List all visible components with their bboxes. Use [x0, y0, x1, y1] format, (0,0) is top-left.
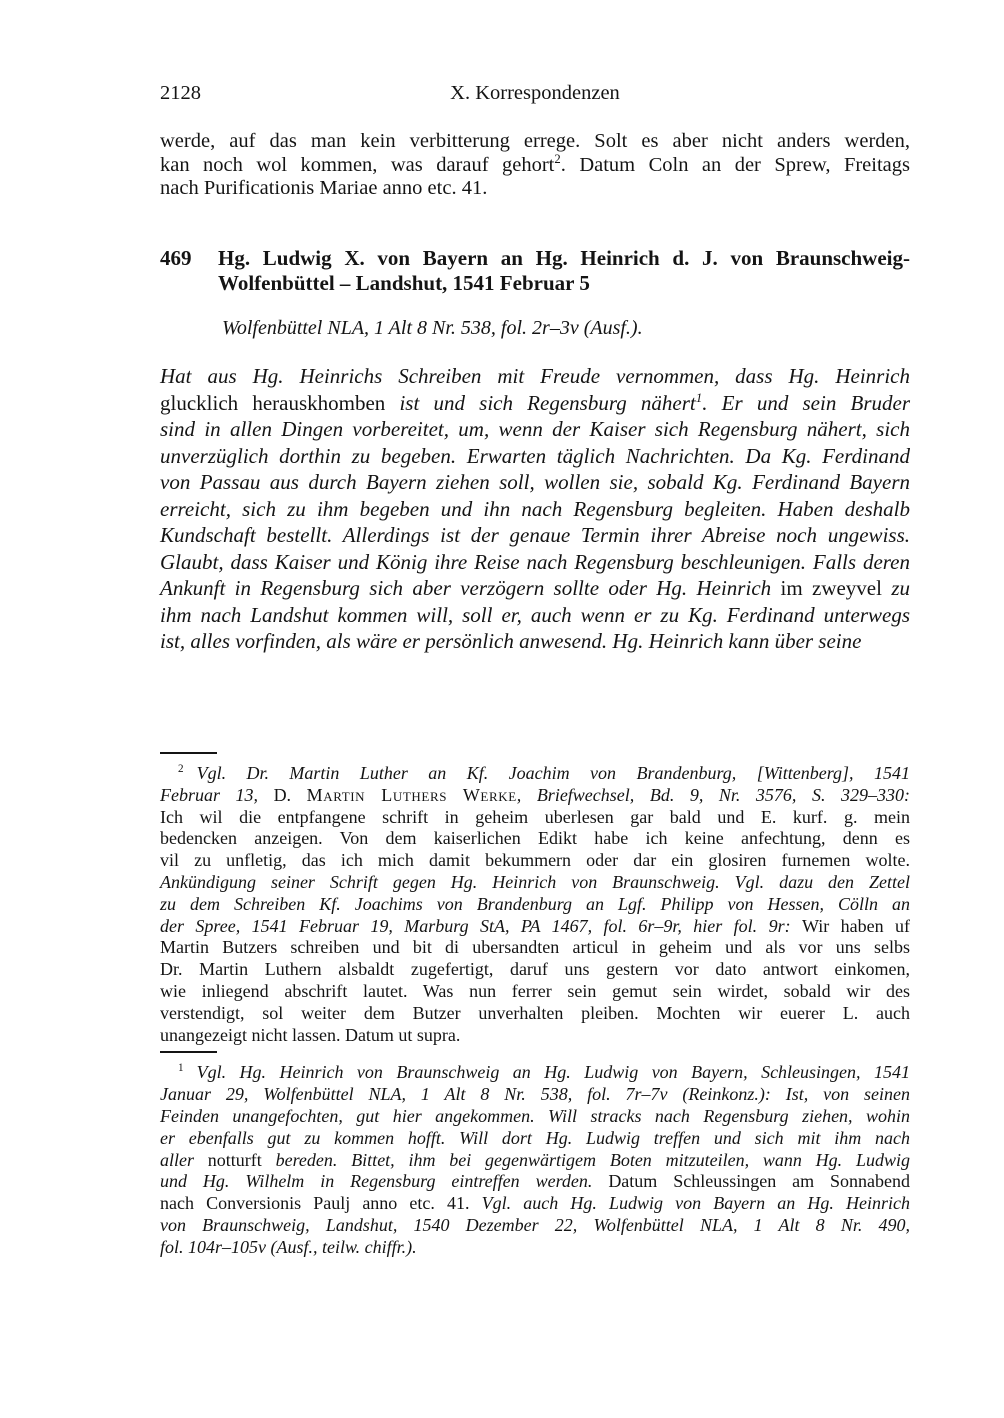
text-segment: werde, auf das man kein verbitterung errege. Solt es aber nicht anders werden,	[160, 130, 910, 152]
text-segment: Ich wil die entpfangene schrift in geheim uberlesen gar bald und E. kurf. g. mein	[160, 806, 910, 827]
text-segment: vil zu unfletig, das ich mich damit bekummern oder dar ein glosiren furnemen wolte.	[160, 850, 910, 871]
text-line	[160, 416, 910, 443]
text-segment: verstendigt, sol weiter dem Butzer unverhalten pleiben. Mochten wir euerer L. auch	[160, 1002, 910, 1023]
text-line	[160, 628, 910, 655]
text-line	[160, 1062, 910, 1084]
text-line	[160, 1025, 910, 1047]
text-line	[160, 1171, 910, 1193]
text-segment: . Er und sein Bruder	[702, 390, 911, 415]
footnote-reference: 2	[554, 151, 561, 166]
text-line	[160, 1215, 910, 1237]
text-segment: Ankündigung seiner Schrift gegen Hg. Heinrich von Braunschweig. Vgl. dazu den Zettel	[160, 871, 910, 892]
text-segment: im zweyvel	[780, 576, 882, 600]
text-line	[160, 785, 910, 807]
entry-heading	[160, 246, 910, 295]
text-segment: Wir haben uf	[801, 915, 910, 936]
text-segment: der Spree, 1541 Februar 19, Marburg StA, PA 1467, fol. 6r–9r, hier fol. 9r:	[160, 915, 802, 936]
text-line	[160, 363, 910, 390]
text-line	[160, 763, 910, 785]
text-line	[160, 894, 910, 916]
text-segment: Glaubt, dass Kaiser und König ihre Reise nach Regensburg beschleunigen. Falls deren	[160, 549, 910, 574]
entry-title	[218, 246, 910, 295]
text-line	[160, 390, 910, 417]
text-line	[160, 937, 910, 959]
text-line	[160, 1237, 910, 1259]
source-reference	[222, 316, 910, 340]
text-segment: Feinden unangefochten, gut hier angekommen. Will stracks nach Regensburg ziehen, wohin	[160, 1105, 910, 1126]
footnote-reference: 1	[695, 389, 703, 405]
text-line	[160, 981, 910, 1003]
text-line	[160, 549, 910, 576]
text-line	[160, 1128, 910, 1150]
text-line	[160, 807, 910, 829]
text-segment: glucklich herauskhomben	[160, 390, 386, 415]
text-segment: bereden. Bittet, ihm bei gegenwärtigem Boten mitzuteilen, wann Hg. Ludwig	[261, 1149, 910, 1170]
entry-number: 469	[160, 246, 192, 270]
text-segment: zu	[881, 576, 910, 600]
text-segment: ist, alles vorfinden, als wäre er persönlich anwesend. Hg. Heinrich kann über seine	[160, 629, 862, 653]
text-segment: Wolfenbüttel – Landshut, 1541 Februar 5	[218, 270, 590, 295]
text-line	[160, 130, 910, 154]
text-segment: unangezeigt nicht lassen. Datum ut supra.	[160, 1024, 461, 1045]
text-segment: fol. 104r–105v (Ausf., teilw. chiffr.).	[160, 1236, 417, 1257]
footnote-separator-rule	[160, 752, 217, 754]
text-line	[160, 1003, 910, 1025]
text-segment: Februar 13,	[160, 784, 274, 805]
text-segment: D.	[273, 784, 307, 805]
page-number: 2128	[160, 82, 201, 104]
text-segment: nach Conversionis Paulj anno etc. 41.	[160, 1193, 482, 1214]
text-segment: ist und sich Regensburg nähert	[385, 390, 696, 415]
text-segment: wie inliegend abschrift lautet. Was nun ferrer sein gemut sein wirdet, sobald wir des	[160, 980, 910, 1001]
text-segment: notturft	[207, 1149, 262, 1170]
text-line	[222, 316, 910, 340]
text-segment: Dr. Martin Luthern alsbaldt zugefertigt, daruf uns gestern vor dato antwort einkomen,	[160, 959, 910, 980]
text-segment: von Passau aus durch Bayern ziehen soll, wollen sie, sobald Kg. Ferdinand Bayern	[160, 470, 910, 494]
text-segment: bedencken anzeigen. Von dem kaiserlichen Edikt habe ich keine anfechtung, denn es	[160, 828, 910, 849]
text-segment: erreicht, sich zu ihm begeben und ihn nach Regensburg begleiten. Haben deshalb	[160, 496, 910, 521]
text-line	[160, 522, 910, 549]
text-segment: Wolfenbüttel NLA, 1 Alt 8 Nr. 538, fol. 2r–3v (Ausf.).	[222, 317, 643, 339]
footnote-reference: 2	[178, 763, 184, 775]
text-line	[160, 959, 910, 981]
text-segment: Datum Schleussingen am Sonnabend	[608, 1171, 911, 1192]
text-segment: unverzüglich dorthin zu begeben. Erwarten täglich Nachrichten. Da Kg. Ferdinand	[160, 443, 910, 468]
text-line	[160, 828, 910, 850]
text-segment: Martin Luthers Werke	[306, 784, 517, 805]
footnote-separator-rule	[160, 1051, 217, 1053]
text-segment: aller	[160, 1149, 208, 1170]
text-segment: , Briefwechsel, Bd. 9, Nr. 3576, S. 329–330:	[516, 784, 910, 805]
text-line	[160, 1193, 910, 1215]
text-line	[160, 151, 910, 178]
summary-paragraph	[160, 363, 910, 655]
text-line	[160, 602, 910, 629]
footnotes-area	[160, 752, 910, 1264]
text-line	[160, 850, 910, 872]
page-header	[160, 82, 910, 106]
continuation-paragraph	[160, 130, 910, 201]
text-segment: nach Purificationis Mariae anno etc. 41.	[160, 177, 488, 200]
text-segment: Hat aus Hg. Heinrichs Schreiben mit Freude vernommen, dass Hg. Heinrich	[160, 364, 910, 388]
text-line	[160, 177, 910, 201]
text-line	[160, 469, 910, 496]
text-segment: Ankunft in Regensburg sich aber verzögern sollte oder Hg. Heinrich	[160, 576, 781, 600]
footnote-1	[160, 1062, 910, 1258]
text-line	[160, 916, 910, 938]
text-segment: Vgl. Hg. Heinrich von Braunschweig an Hg. Ludwig von Bayern, Schleusingen, 1541	[196, 1062, 910, 1083]
text-line	[160, 1150, 910, 1172]
text-segment: Hg. Ludwig X. von Bayern an Hg. Heinrich d. J. von Braunschweig-	[218, 246, 910, 270]
text-segment: kan noch wol kommen, was darauf gehort	[160, 153, 555, 176]
footnote-2	[160, 763, 910, 1046]
running-header-title: X. Korrespondenzen	[450, 82, 620, 104]
text-segment: er ebenfalls gut zu kommen hofft. Will dort Hg. Ludwig treffen und sich mit ihm nach	[160, 1127, 910, 1148]
text-segment: und Hg. Wilhelm in Regensburg eintreffen werden.	[160, 1171, 609, 1192]
text-line	[218, 271, 910, 296]
text-segment: Januar 29, Wolfenbüttel NLA, 1 Alt 8 Nr. 538, fol. 7r–7v (Reinkonz.): Ist, von seinen	[160, 1084, 910, 1105]
text-segment: Vgl. Dr. Martin Luther an Kf. Joachim von Brandenburg, [Wittenberg], 1541	[196, 763, 910, 783]
text-segment: . Datum Coln an der Sprew, Freitags	[560, 153, 910, 176]
text-segment: von Braunschweig, Landshut, 1540 Dezember 22, Wolfenbüttel NLA, 1 Alt 8 Nr. 490,	[160, 1214, 910, 1235]
text-segment: Martin Butzers schreiben und bit di ubersandten articul in geheim und als vor uns selbs	[160, 937, 910, 958]
text-segment: Vgl. auch Hg. Ludwig von Bayern an Hg. Heinrich	[481, 1193, 911, 1214]
text-line	[218, 246, 910, 271]
text-segment: Kundschaft bestellt. Allerdings ist der genaue Termin ihrer Abreise noch ungewiss.	[160, 523, 910, 547]
text-line	[160, 1106, 910, 1128]
text-segment: ihm nach Landshut kommen will, soll er, auch wenn er zu Kg. Ferdinand unterwegs	[160, 602, 910, 627]
text-line	[160, 443, 910, 470]
text-line	[160, 1084, 910, 1106]
text-line	[160, 575, 910, 602]
text-line	[160, 496, 910, 523]
text-segment: sind in allen Dingen vorbereitet, um, wenn der Kaiser sich Regensburg nähert, sich	[160, 417, 910, 441]
footnote-reference: 1	[178, 1062, 184, 1075]
text-line	[160, 872, 910, 894]
text-segment: zu dem Schreiben Kf. Joachims von Brandenburg an Lgf. Philipp von Hessen, Cölln an	[160, 893, 910, 914]
